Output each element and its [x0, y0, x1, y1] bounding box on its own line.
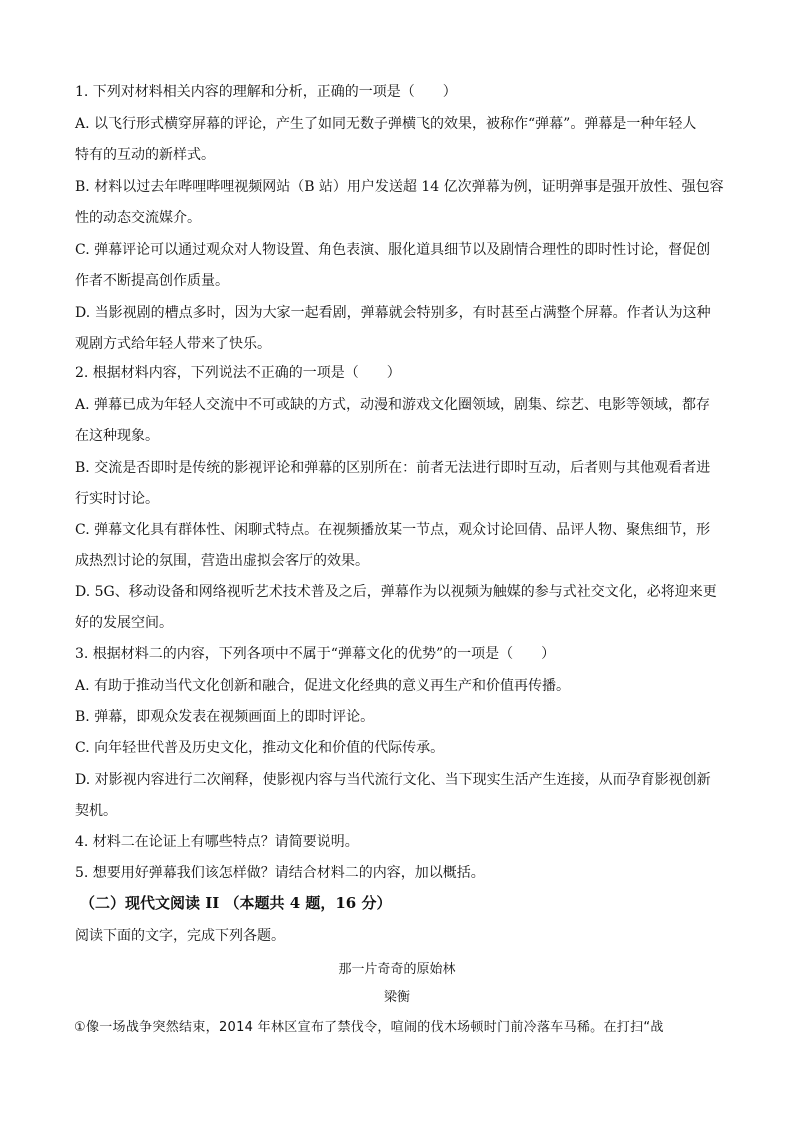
- article-first-paragraph: ①像一场战争突然结束，2014 年林区宣布了禁伐令，喧闹的伐木场顿时门前冷落车马稀。在打扫“战: [74, 1020, 664, 1035]
- q1-option-d-cont: 观剧方式给年轻人带来了快乐。: [75, 336, 271, 352]
- question-4: 4. 材料二在论证上有哪些特点？请简要说明。: [75, 834, 359, 850]
- q3-option-d: D. 对影视内容进行二次阐释，使影视内容与当代流行文化、当下现实生活产生连接，从而孕育影视创新: [75, 772, 711, 788]
- q2-option-d: D. 5G、移动设备和网络视听艺术技术普及之后，弹幕作为以视频为触媒的参与式社交文化，必将迎来更: [75, 584, 717, 600]
- q1-option-a-cont: 特有的互动的新样式。: [75, 147, 215, 163]
- q2-option-a-cont: 在这种现象。: [75, 428, 159, 444]
- q2-option-b-cont: 行实时讨论。: [75, 491, 159, 507]
- q3-option-a: A. 有助于推动当代文化创新和融合，促进文化经典的意义再生产和价值再传播。: [75, 678, 571, 694]
- q3-option-b: B. 弹幕，即观众发表在视频画面上的即时评论。: [75, 709, 375, 725]
- q1-option-d: D. 当影视剧的槽点多时，因为大家一起看剧，弹幕就会特别多，有时甚至占满整个屏幕。作者认为这种: [75, 305, 711, 321]
- question-3-stem: 3. 根据材料二的内容，下列各项中不属于“弹幕文化的优势”的一项是（ ）: [75, 646, 556, 662]
- section-heading: （二）现代文阅读 II （本题共 4 题，16 分）: [80, 894, 392, 912]
- q2-option-c: C. 弹幕文化具有群体性、闲聊式特点。在视频播放某一节点，观众讨论回倩、品评人物、聚焦细节，形: [75, 522, 711, 538]
- q2-option-b: B. 交流是否即时是传统的影视评论和弹幕的区别所在：前者无法进行即时互动，后者则与其他观看者进: [75, 460, 711, 476]
- question-1-stem: 1. 下列对材料相关内容的理解和分析，正确的一项是（ ）: [75, 84, 457, 100]
- q1-option-b: B. 材料以过去年哔哩哔哩视频网站（B 站）用户发送超 14 亿次弹幕为例，证明弹事是强开放性、强包容: [75, 179, 724, 195]
- q1-option-a: A. 以飞行形式横穿屏幕的评论，产生了如同无数子弹横飞的效果，被称作“弹幕”。弹幕是一种年轻人: [75, 116, 697, 132]
- q2-option-d-cont: 好的发展空间。: [75, 615, 173, 631]
- q1-option-b-cont: 性的动态交流媒介。: [75, 210, 201, 226]
- q1-option-c-cont: 作者不断提高创作质量。: [75, 273, 229, 289]
- question-2-stem: 2. 根据材料内容，下列说法不正确的一项是（ ）: [75, 365, 401, 381]
- q2-option-a: A. 弹幕已成为年轻人交流中不可或缺的方式，动漫和游戏文化圈领域，剧集、综艺、电影等领域，都存: [75, 397, 711, 413]
- q3-option-c: C. 向年轻世代普及历史文化，推动文化和价值的代际传承。: [75, 740, 445, 756]
- question-5: 5. 想要用好弹幕我们该怎样做？请结合材料二的内容，加以概括。: [75, 865, 485, 881]
- q3-option-d-cont: 契机。: [75, 803, 117, 819]
- reading-instruction: 阅读下面的文字，完成下列各题。: [75, 928, 285, 944]
- article-author: 梁衡: [383, 990, 410, 1005]
- q2-option-c-cont: 成热烈讨论的氛围，营造出虚拟会客厅的效果。: [75, 553, 369, 569]
- q1-option-c: C. 弹幕评论可以通过观众对人物设置、角色表演、服化道具细节以及剧情合理性的即时性讨论，督促创: [75, 242, 711, 258]
- article-title: 那一片奇奇的原始林: [338, 962, 456, 977]
